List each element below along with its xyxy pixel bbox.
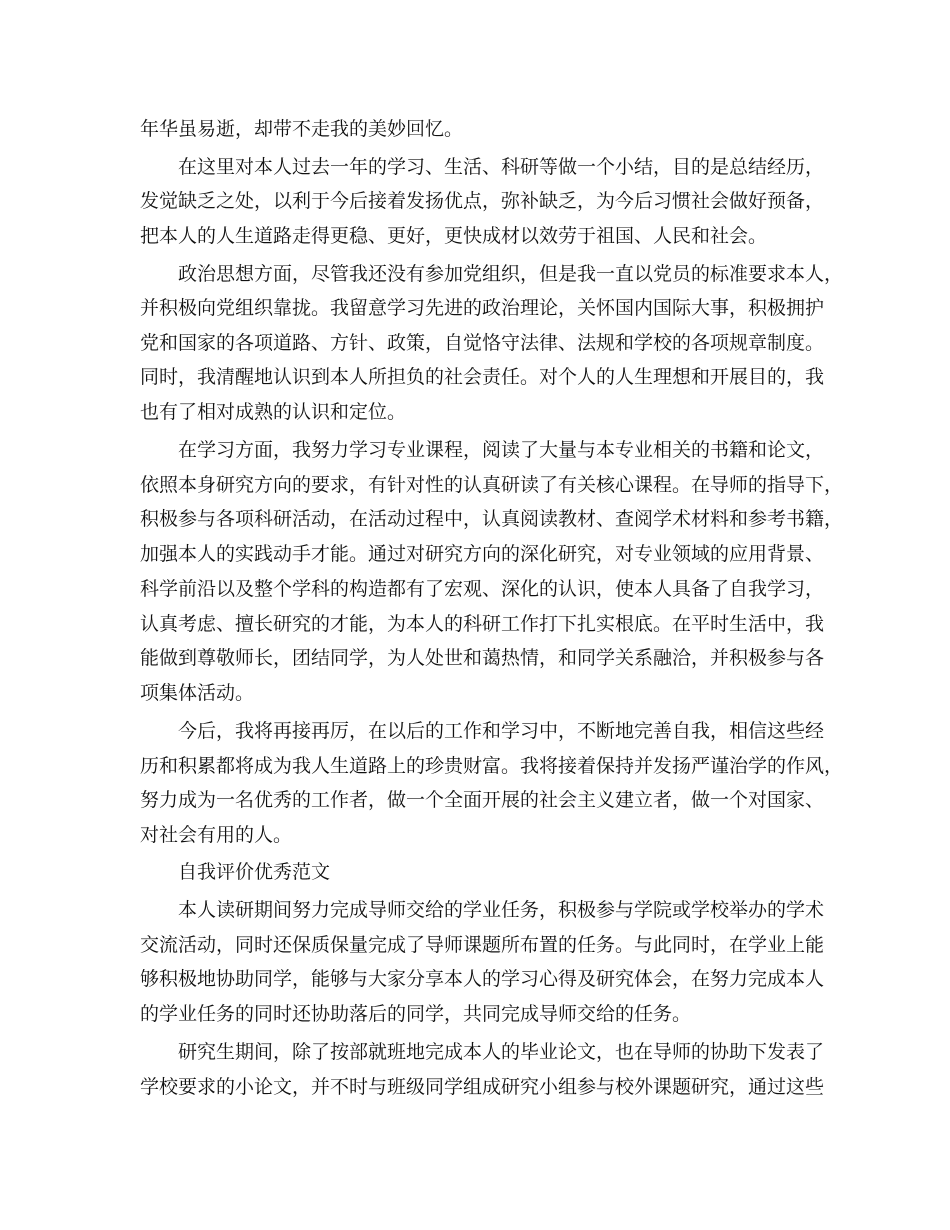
text-line: 够积极地协助同学，能够与大家分享本人的学习心得及研究体会，在努力完成本人	[140, 968, 825, 990]
text-line: 努力成为一名优秀的工作者，做一个全面开展的社会主义建立者，做一个对国家、	[140, 789, 825, 811]
text-line: 科学前沿以及整个学科的构造都有了宏观、深化的认识，使本人具备了自我学习，	[140, 578, 825, 600]
text-line: 积极参与各项科研活动，在活动过程中，认真阅读教材、查阅学术材料和参考书籍，	[140, 508, 844, 530]
text-line: 发觉缺乏之处，以利于今后接着发扬优点，弥补缺乏，为今后习惯社会做好预备，	[140, 190, 825, 212]
text-line: 依照本身研究方向的要求，有针对性的认真研读了有关核心课程。在导师的指导下，	[140, 474, 844, 496]
text-line: 把本人的人生道路走得更稳、更好，更快成材以效劳于祖国、人民和社会。	[140, 225, 768, 247]
section-heading: 自我评价优秀范文	[178, 861, 331, 883]
text-line: 历和积累都将成为我人生道路上的珍贵财富。我将接着保持并发扬严谨治学的作风，	[140, 755, 844, 777]
text-line: 对社会有用的人。	[140, 824, 293, 846]
text-line: 学校要求的小论文，并不时与班级同学组成研究小组参与校外课题研究，通过这些	[140, 1076, 825, 1098]
text-line: 能做到尊敬师长，团结同学，为人处世和蔼热情，和同学关系融洽，并积极参与各	[140, 647, 825, 669]
text-line: 也有了相对成熟的认识和定位。	[140, 401, 407, 423]
paragraph-start: 研究生期间，除了按部就班地完成本人的毕业论文，也在导师的协助下发表了	[178, 1041, 825, 1063]
text-line: 项集体活动。	[140, 682, 255, 704]
text-line: 交流活动，同时还保质保量完成了导师课题所布置的任务。与此同时，在学业上能	[140, 934, 825, 956]
text-line: 认真考虑、擅长研究的才能，为本人的科研工作打下扎实根底。在平时生活中，我	[140, 613, 825, 635]
text-line: 加强本人的实践动手才能。通过对研究方向的深化研究，对专业领域的应用背景、	[140, 543, 825, 565]
text-line: 的学业任务的同时还协助落后的同学，共同完成导师交给的任务。	[140, 1003, 692, 1025]
paragraph-start: 在这里对本人过去一年的学习、生活、科研等做一个小结，目的是总结经历，	[178, 156, 825, 178]
text-line: 并积极向党组织靠拢。我留意学习先进的政治理论，关怀国内国际大事，积极拥护	[140, 297, 825, 319]
text-line: 年华虽易逝，却带不走我的美妙回忆。	[140, 118, 464, 140]
text-line: 同时，我清醒地认识到本人所担负的社会责任。对个人的人生理想和开展目的，我	[140, 366, 825, 388]
paragraph-start: 今后，我将再接再厉，在以后的工作和学习中，不断地完善自我，相信这些经	[178, 720, 825, 742]
paragraph-start: 政治思想方面，尽管我还没有参加党组织，但是我一直以党员的标准要求本人，	[178, 263, 844, 285]
paragraph-start: 在学习方面，我努力学习专业课程，阅读了大量与本专业相关的书籍和论文，	[178, 439, 825, 461]
text-line: 党和国家的各项道路、方针、政策，自觉恪守法律、法规和学校的各项规章制度。	[140, 332, 825, 354]
paragraph-start: 本人读研期间努力完成导师交给的学业任务，积极参与学院或学校举办的学术	[178, 899, 825, 921]
